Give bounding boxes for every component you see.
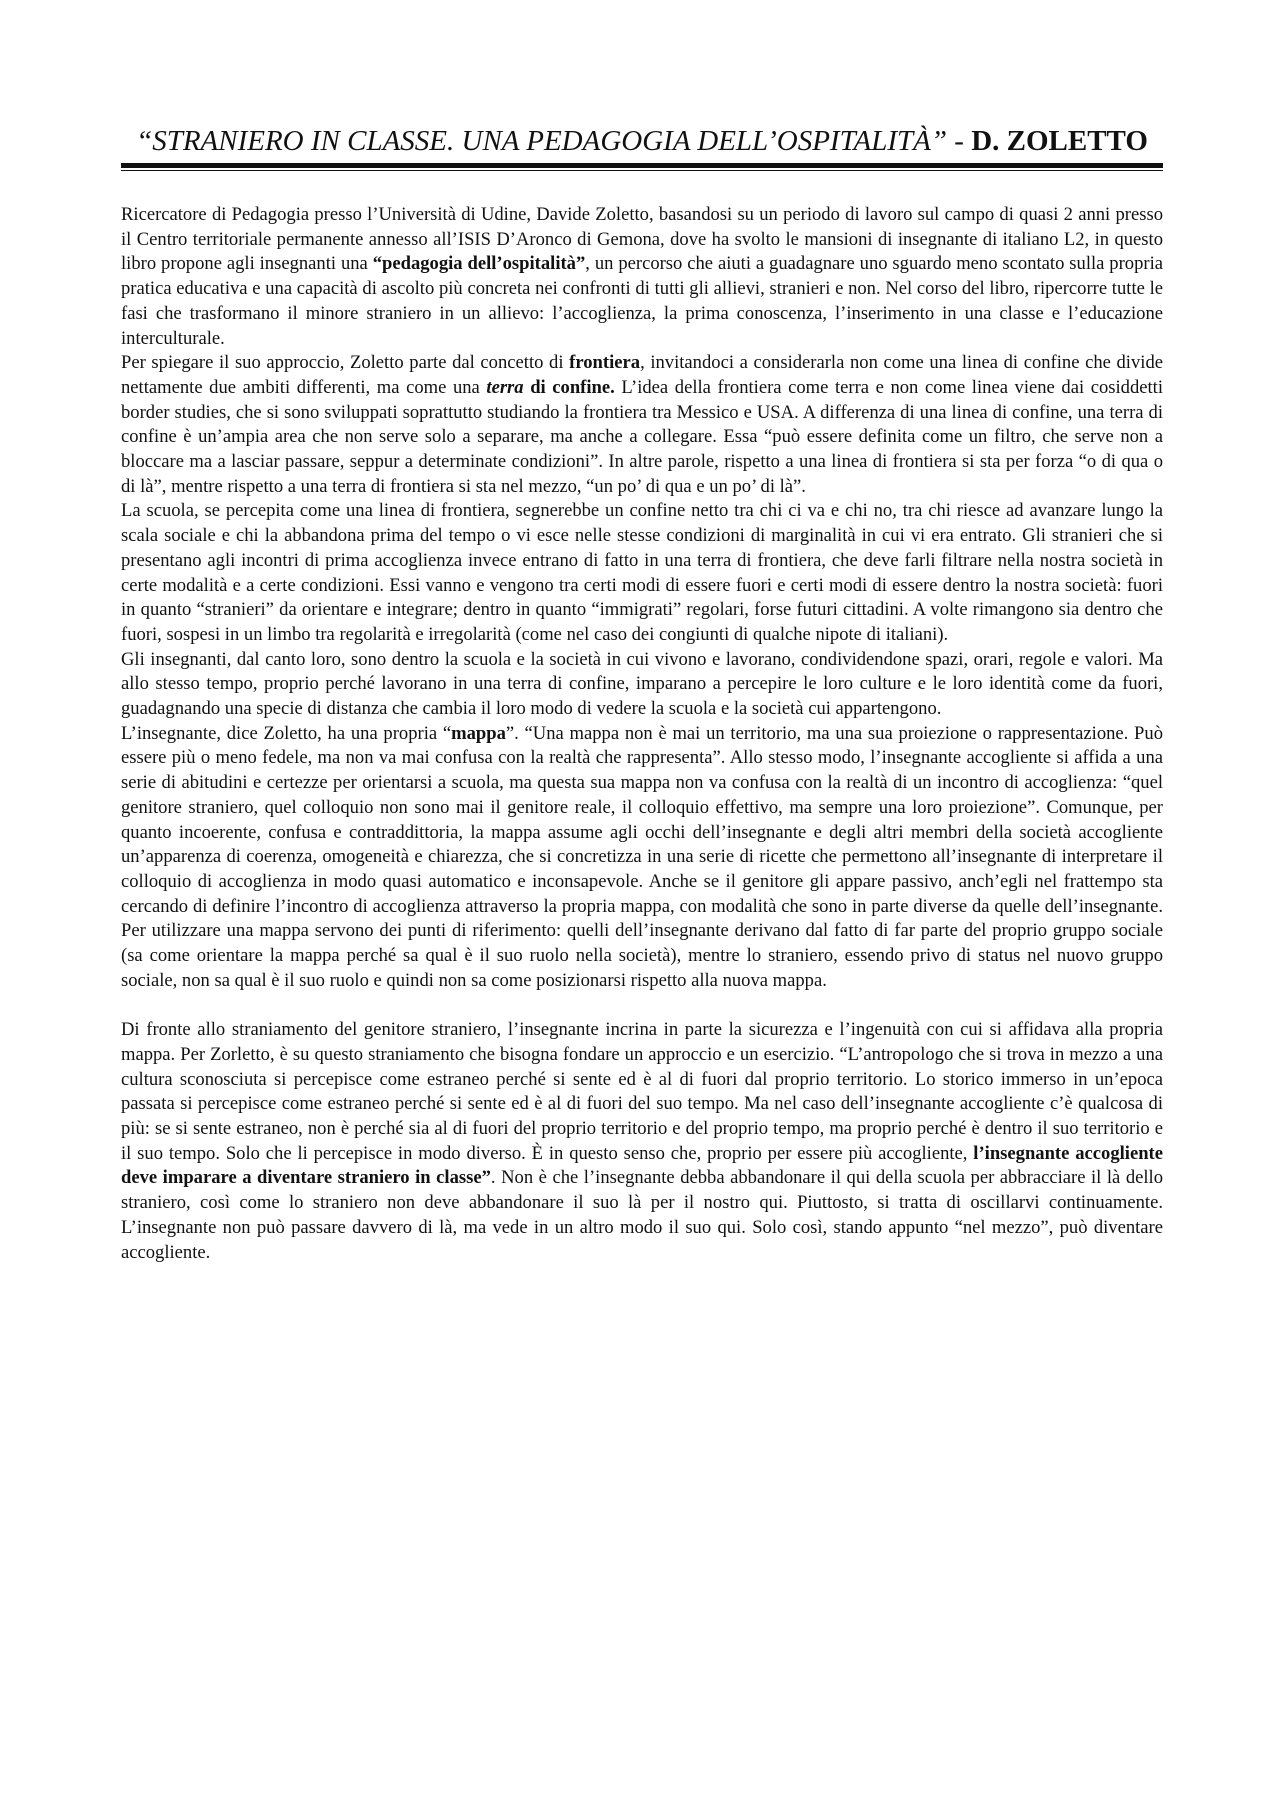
- document-title: “STRANIERO IN CLASSE. UNA PEDAGOGIA DELL’OSPITALITÀ”: [136, 125, 948, 157]
- paragraph-2-text-c: , invitandoci a considerarla non come una linea di confine che divide nettamente due ambiti differenti, ma come una: [121, 352, 1163, 398]
- paragraph-2-bold-italic-terra: terra: [486, 376, 524, 398]
- paragraph-2-text-a: Per spiegare il suo approccio, Zoletto parte dal concetto di: [121, 352, 570, 374]
- document-header: [121, 120, 1163, 162]
- paragraph-1-text-a: Ricercatore di Pedagogia presso l’Università di Udine, Davide Zoletto, basandosi su un periodo di lavoro sul campo di quasi 2 anni presso il Centro territoriale permanente annesso all’ISIS D’Aronco di Gemona, dove ha svolto le mansioni di insegnante di italiano L2, in questo libro propone agli insegnanti una: [121, 204, 1163, 275]
- paragraph-2: [121, 351, 1163, 499]
- document-body: [121, 203, 1163, 1265]
- paragraph-6-bold: l’insegnante accogliente deve imparare a diventare straniero in classe”: [121, 1142, 1163, 1189]
- paragraph-4: Gli insegnanti, dal canto loro, sono dentro la scuola e la società in cui vivono e lavorano, condividendone spazi, orari, regole e valori. Ma allo stesso tempo, proprio perché lavorano in una terra di confine, imparano a percepire le loro culture e le loro identità come da fuori, guadagnando una specie di distanza che cambia il loro modo di vedere la scuola e la società cui appartengono.: [121, 648, 1163, 720]
- paragraph-2-text-f: L’idea della frontiera come terra e non come linea viene dai cosiddetti border studies, che si sono sviluppati soprattutto studiando la frontiera tra Messico e USA. A differenza di una linea di confine, una terra di confine è un’ampia area che non serve solo a separare, ma anche a collegare. Essa “può essere definita come un filtro, che serve non a bloccare ma a lasciar passare, seppur a determinate condizioni”. In altre parole, rispetto a una linea di frontiera si sta per forza “o di qua o di là”, mentre rispetto a una terra di frontiera si sta nel mezzo, “un po’ di qua e un po’ di là”.: [121, 376, 1164, 497]
- paragraph-5: [121, 722, 1163, 994]
- paragraph-5-text-a: L’insegnante, dice Zoletto, ha una propria “: [121, 722, 452, 744]
- paragraph-5-text-c: ”. “Una mappa non è mai un territorio, ma una sua proiezione o rappresentazione. Può essere più o meno fedele, ma non va mai confusa con la realtà che rappresenta”. Allo stesso modo, l’insegnante accogliente si affida a una serie di abitudini e certezze per orientarsi a scuola, ma questa sua mappa non va confusa con la realtà di un incontro di accoglienza: “quel genitore straniero, quel colloquio non sono mai il genitore reale, il colloquio effettivo, ma sempre una loro proiezione”. Comunque, per quanto incoerente, confusa e contraddittoria, la mappa assume agli occhi dell’insegnante e degli altri membri della società accogliente un’apparenza di coerenza, omogeneità e chiarezza, che si concretizza in una serie di ricette che permettono all’insegnante di interpretare il colloquio di accoglienza in modo quasi automatico e inconsapevole. Anche se il genitore gli appare passivo, anch’egli nel frattempo sta cercando di definire l’incontro di accoglienza attraverso la propria mappa, con modalità che sono in parte diverse da quelle dell’insegnante. Per utilizzare una mappa servono dei punti di riferimento: quelli dell’insegnante derivano dal fatto di far parte del proprio gruppo sociale (sa come orientare la mappa perché sa qual è il suo ruolo nella società), mentre lo straniero, essendo privo di status nel nuovo gruppo sociale, non sa qual è il suo ruolo e quindi non sa come posizionarsi rispetto alla nuova mappa.: [121, 722, 1163, 991]
- header-rule-thin: [121, 170, 1163, 171]
- paragraph-1-bold: “pedagogia dell’ospitalità”: [372, 253, 586, 275]
- paragraph-5-bold-mappa: mappa: [451, 722, 506, 744]
- paragraph-1: [121, 203, 1163, 351]
- paragraph-3: La scuola, se percepita come una linea di frontiera, segnerebbe un confine netto tra chi ci va e chi no, tra chi riesce ad avanzare lungo la scala sociale e chi la abbandona prima del tempo o vi esce nelle stesse condizioni di marginalità in cui vi era entrato. Gli stranieri che si presentano agli incontri di prima accoglienza invece entrano di fatto in una terra di frontiera, che deve farli filtrare nella nostra società in certe modalità e a certe condizioni. Essi vanno e vengono tra certi modi di essere fuori e certi modi di essere dentro la nostra società: fuori in quanto “stranieri” da orientare e integrare; dentro in quanto “immigrati” regolari, forse futuri cittadini. A volte rimangono sia dentro che fuori, sospesi in un limbo tra regolarità e irregolarità (come nel caso dei congiunti di qualche nipote di italiani).: [121, 500, 1163, 645]
- paragraph-6-text-c: . Non è che l’insegnante debba abbandonare il qui della scuola per abbracciare il là dello straniero, così come lo straniero non deve abbandonare il suo là per il nostro qui. Piuttosto, si tratta di oscillarvi continuamente. L’insegnante non può passare davvero di là, ma vede in un altro modo il suo qui. Solo così, stando appunto “nel mezzo”, può diventare accogliente.: [121, 1167, 1163, 1263]
- header-separator: -: [947, 125, 972, 157]
- paragraph-1-text-c: , un percorso che aiuti a guadagnare uno sguardo meno scontato sulla propria pratica educativa e una capacità di ascolto più concreta nei confronti di tutti gli allievi, stranieri e non. Nel corso del libro, ripercorre tutte le fasi che trasformano il minore straniero in un allievo: l’accoglienza, la prima conoscenza, l’inserimento in una classe e l’educazione interculturale.: [121, 253, 1163, 349]
- paragraph-2-bold-frontiera: frontiera: [569, 352, 641, 374]
- paragraph-6: [121, 1018, 1163, 1265]
- header-rule-thick: [121, 163, 1163, 168]
- document-author: D. ZOLETTO: [971, 125, 1148, 157]
- paragraph-2-bold-di-confine: di confine.: [523, 376, 615, 398]
- paragraph-6-text-a: Di fronte allo straniamento del genitore straniero, l’insegnante incrina in parte la sicurezza e l’ingenuità con cui si affidava alla propria mappa. Per Zorletto, è su questo straniamento che bisogna fondare un approccio e un esercizio. “L’antropologo che si trova in mezzo a una cultura sconosciuta si percepisce come estraneo perché si sente ed è al di fuori dal proprio territorio. Lo storico immerso in un’epoca passata si percepisce come estraneo perché si sente ed è al di fuori del suo tempo. Ma nel caso dell’insegnante accogliente c’è qualcosa di più: se si sente estraneo, non è perché sia al di fuori del proprio territorio e del proprio tempo, ma proprio perché è dentro il suo territorio e il suo tempo. Solo che li percepisce in modo diverso. È in questo senso che, proprio per essere più accogliente,: [121, 1019, 1163, 1164]
